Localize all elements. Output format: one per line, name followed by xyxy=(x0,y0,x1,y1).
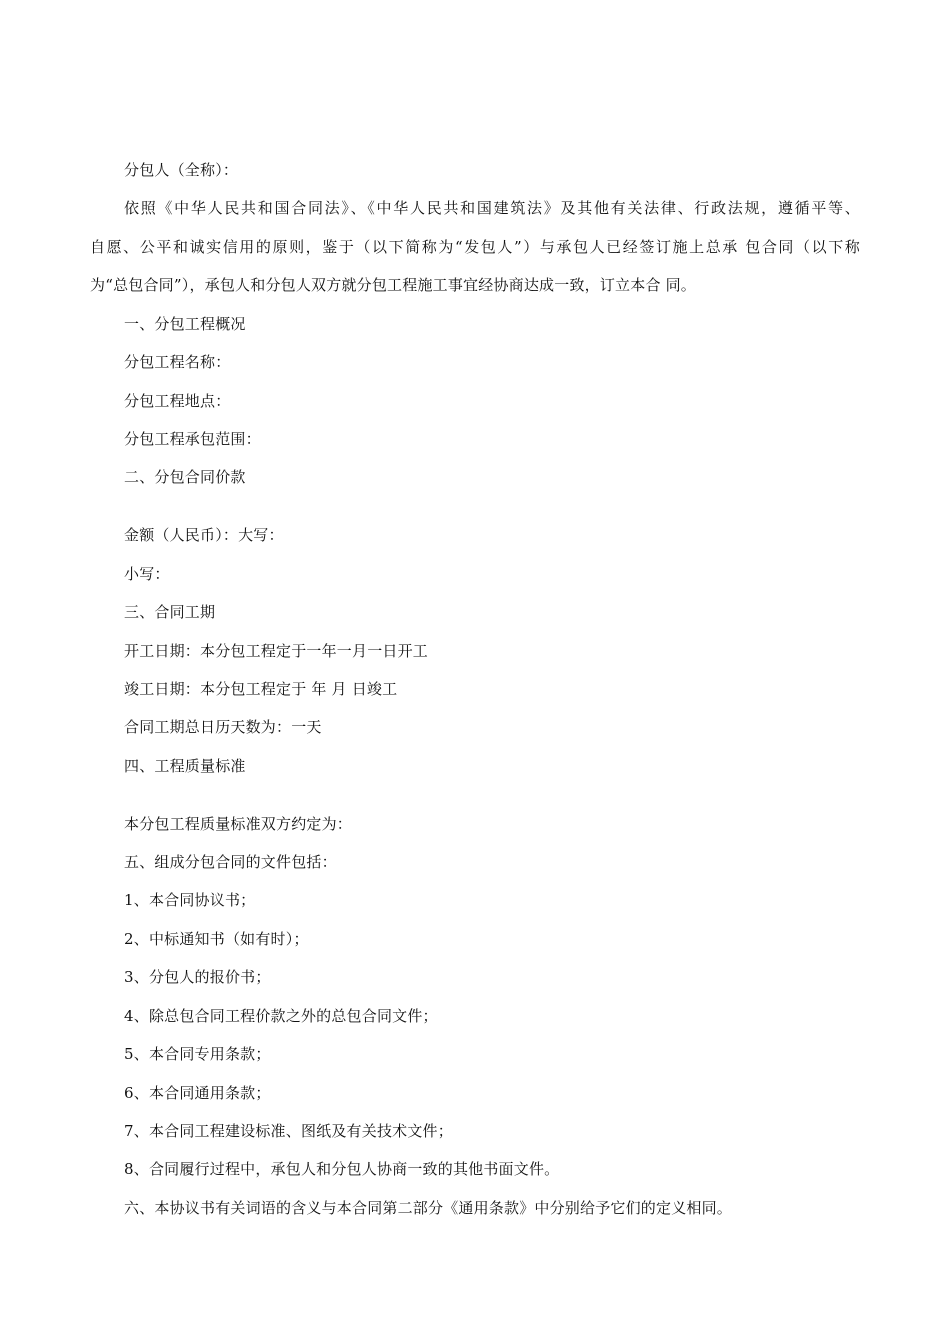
document-list-item: 8、合同履行过程中，承包人和分包人协商一致的其他书面文件。 xyxy=(124,1160,560,1178)
section-4-heading: 四、工程质量标准 xyxy=(124,757,246,775)
document-list-item: 7、本合同工程建设标准、图纸及有关技术文件； xyxy=(124,1122,453,1140)
end-date-field: 竣工日期：本分包工程定于 年 月 日竣工 xyxy=(124,680,398,698)
section-6-heading: 六、本协议书有关词语的含义与本合同第二部分《通用条款》中分别给予它们的定义相同。 xyxy=(124,1199,733,1217)
document-list-item: 1、本合同协议书； xyxy=(124,891,256,909)
intro-paragraph-line-1: 依照《中华人民共和国合同法》、《中华人民共和国建筑法》及其他有关法律、行政法规，遵循平等、 xyxy=(124,199,860,217)
project-scope-field: 分包工程承包范围： xyxy=(124,430,261,448)
section-3-heading: 三、合同工期 xyxy=(124,603,216,621)
section-5-heading: 五、组成分包合同的文件包括： xyxy=(124,853,337,871)
document-list-item: 4、除总包合同工程价款之外的总包合同文件； xyxy=(124,1007,438,1025)
document-list-item: 2、中标通知书（如有时）； xyxy=(124,930,309,948)
project-location-field: 分包工程地点： xyxy=(124,392,231,410)
document-list-item: 3、分包人的报价书； xyxy=(124,968,271,986)
document-list-item: 6、本合同通用条款； xyxy=(124,1084,271,1102)
section-2-heading: 二、分包合同价款 xyxy=(124,468,246,486)
document-list-item: 5、本合同专用条款； xyxy=(124,1045,271,1063)
subcontractor-fullname-line: 分包人（全称）： xyxy=(124,161,239,179)
amount-upper-field: 金额（人民币）：大写： xyxy=(124,526,284,544)
section-1-heading: 一、分包工程概况 xyxy=(124,315,246,333)
quality-standard-field: 本分包工程质量标准双方约定为： xyxy=(124,815,353,833)
amount-lower-field: 小写： xyxy=(124,565,170,583)
project-name-field: 分包工程名称： xyxy=(124,353,231,371)
intro-paragraph-line-3: 为“总包合同”），承包人和分包人双方就分包工程施工事宜经协商达成一致，订立本合 同。 xyxy=(90,276,697,294)
intro-paragraph-line-2: 自愿、公平和诚实信用的原则，鉴于（以下简称为“发包人”）与承包人已经签订施上总承 包合同（以下称 xyxy=(90,238,860,256)
total-days-field: 合同工期总日历天数为：一天 xyxy=(124,718,322,736)
start-date-field: 开工日期：本分包工程定于一年一月一日开工 xyxy=(124,642,429,660)
